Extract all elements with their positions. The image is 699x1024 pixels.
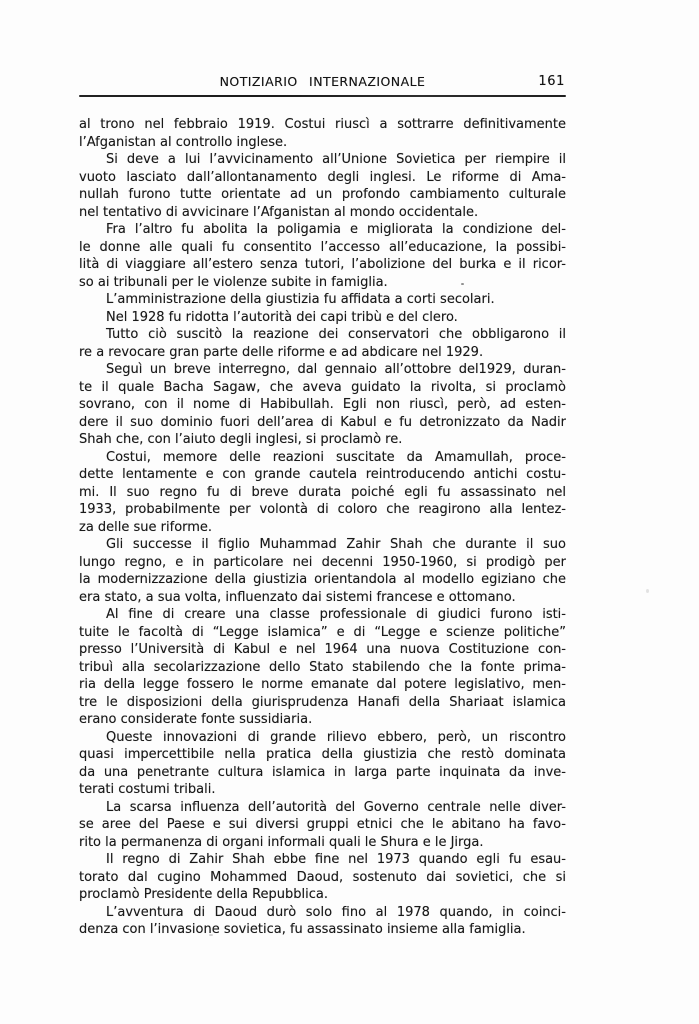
text-line: Gli successe il figlio Muhammad Zahir Shah che durante il suo bbox=[106, 537, 566, 552]
text-line: la modernizzazione della giustizia orientandola al modello egiziano che bbox=[79, 572, 566, 587]
scan-speckle bbox=[646, 589, 649, 593]
text-line: tre le disposizioni della giurisprudenza Hanafi della Shariaat islamica bbox=[79, 694, 566, 710]
text-line: era stato, a sua volta, influenzato dai sistemi francese e ottomano. bbox=[79, 589, 516, 605]
page-number: 161 bbox=[538, 74, 565, 89]
text-line: al trono nel febbraio 1919. Costui riuscì a sottrarre definitivamente bbox=[79, 117, 566, 132]
text-line: rito la permanenza di organi informali quali le Shura e le Jirga. bbox=[79, 834, 484, 850]
text-line: denza con l’invasione sovietica, fu assassinato insieme alla famiglia. bbox=[79, 922, 526, 937]
text-line: lungo regno, e in particolare nei decenni 1950-1960, si prodigò per bbox=[79, 554, 566, 570]
text-line: Si deve a lui l’avvicinamento all’Unione Sovietica per riempire il bbox=[106, 152, 566, 167]
page-body-text bbox=[79, 116, 566, 939]
text-line: Seguì un breve interregno, dal gennaio all’ottobre del1929, duran- bbox=[106, 362, 566, 377]
text-line: proclamò Presidente della Repubblica. bbox=[79, 887, 328, 902]
text-line: re a revocare gran parte delle riforme e ad abdicare nel 1929. bbox=[79, 344, 484, 360]
scan-speckle bbox=[209, 934, 213, 936]
text-line: nel tentativo di avvicinare l’Afganistan al mondo occidentale. bbox=[79, 204, 479, 220]
text-line: sovrano, con il nome di Habibullah. Egli non riuscì, però, ad esten- bbox=[79, 397, 566, 412]
text-line: lità di viaggiare all’estero senza tutori, l’abolizione del burka e il ricor- bbox=[79, 257, 566, 272]
text-line: mi. Il suo regno fu di breve durata poiché egli fu assassinato nel bbox=[79, 484, 566, 500]
text-line: presso l’Università di Kabul e nel 1964 una nuova Costituzione con- bbox=[79, 642, 566, 657]
text-line: Shah che, con l’aiuto degli inglesi, si proclamò re. bbox=[79, 432, 403, 447]
text-line: l’Afganistan al controllo inglese. bbox=[79, 134, 288, 150]
text-line: erano considerate fonte sussidiaria. bbox=[79, 712, 313, 727]
text-line: Tutto ciò suscitò la reazione dei conservatori che obbligarono il bbox=[106, 327, 566, 342]
text-line: vuoto lasciato dall’allontanamento degli inglesi. Le riforme di Ama- bbox=[79, 169, 566, 185]
text-line: so ai tribunali per le violenze subite in famiglia. bbox=[79, 274, 388, 290]
text-line: da una penetrante cultura islamica in larga parte inquinata da inve- bbox=[79, 764, 566, 780]
text-line: dere il suo dominio fuori dell’area di Kabul e fu detronizzato da Nadir bbox=[79, 414, 566, 430]
text-line: Nel 1928 fu ridotta l’autorità dei capi tribù e del clero. bbox=[106, 309, 458, 325]
text-line: tuite le facoltà di “Legge islamica” e di “Legge e scienze politiche” bbox=[79, 624, 566, 640]
text-line: terati costumi tribali. bbox=[79, 782, 216, 797]
text-line: se aree del Paese e sui diversi gruppi etnici che le abitano ha favo- bbox=[79, 817, 566, 832]
text-line: te il quale Bacha Sagaw, che aveva guidato la rivolta, si proclamò bbox=[79, 379, 566, 395]
header-rule bbox=[79, 95, 566, 97]
text-line: dette lentamente e con grande cautela reintroducendo antichi costu- bbox=[79, 467, 566, 482]
text-line: Queste innovazioni di grande rilievo ebbero, però, un riscontro bbox=[106, 729, 566, 745]
text-line: le donne alle quali fu consentito l’accesso all’educazione, la possibi- bbox=[79, 239, 566, 255]
text-line: Fra l’altro fu abolita la poligamia e migliorata la condizione del- bbox=[106, 222, 566, 237]
text-line: 1933, probabilmente per volontà di coloro che reagirono alla lentez- bbox=[79, 502, 566, 517]
text-line: Costui, memore delle reazioni suscitate da Amamullah, proce- bbox=[106, 449, 566, 465]
running-head-title: NOTIZIARIO INTERNAZIONALE bbox=[219, 74, 426, 89]
text-line: Al fine di creare una classe professionale di giudici furono isti- bbox=[106, 607, 566, 622]
text-line: ria della legge fossero le norme emanate dal potere legislativo, men- bbox=[79, 677, 566, 692]
text-line: nullah furono tutte orientate ad un profondo cambiamento culturale bbox=[79, 187, 566, 202]
text-line: torato dal cugino Mohammed Daoud, sostenuto dai sovietici, che si bbox=[79, 869, 566, 885]
text-line: L’avventura di Daoud durò solo fino al 1978 quando, in coinci- bbox=[106, 904, 566, 920]
text-line: tribuì alla secolarizzazione dello Stato stabilendo che la fonte prima- bbox=[79, 659, 566, 675]
scan-speckle bbox=[461, 283, 464, 285]
text-line: za delle sue riforme. bbox=[79, 519, 213, 535]
page-header bbox=[79, 74, 566, 92]
text-line: L’amministrazione della giustizia fu affidata a corti secolari. bbox=[106, 292, 495, 307]
text-line: quasi impercettibile nella pratica della giustizia che restò dominata bbox=[79, 747, 566, 762]
text-line: La scarsa influenza dell’autorità del Governo centrale nelle diver- bbox=[106, 799, 566, 815]
text-line: Il regno di Zahir Shah ebbe fine nel 1973 quando egli fu esau- bbox=[106, 852, 566, 867]
